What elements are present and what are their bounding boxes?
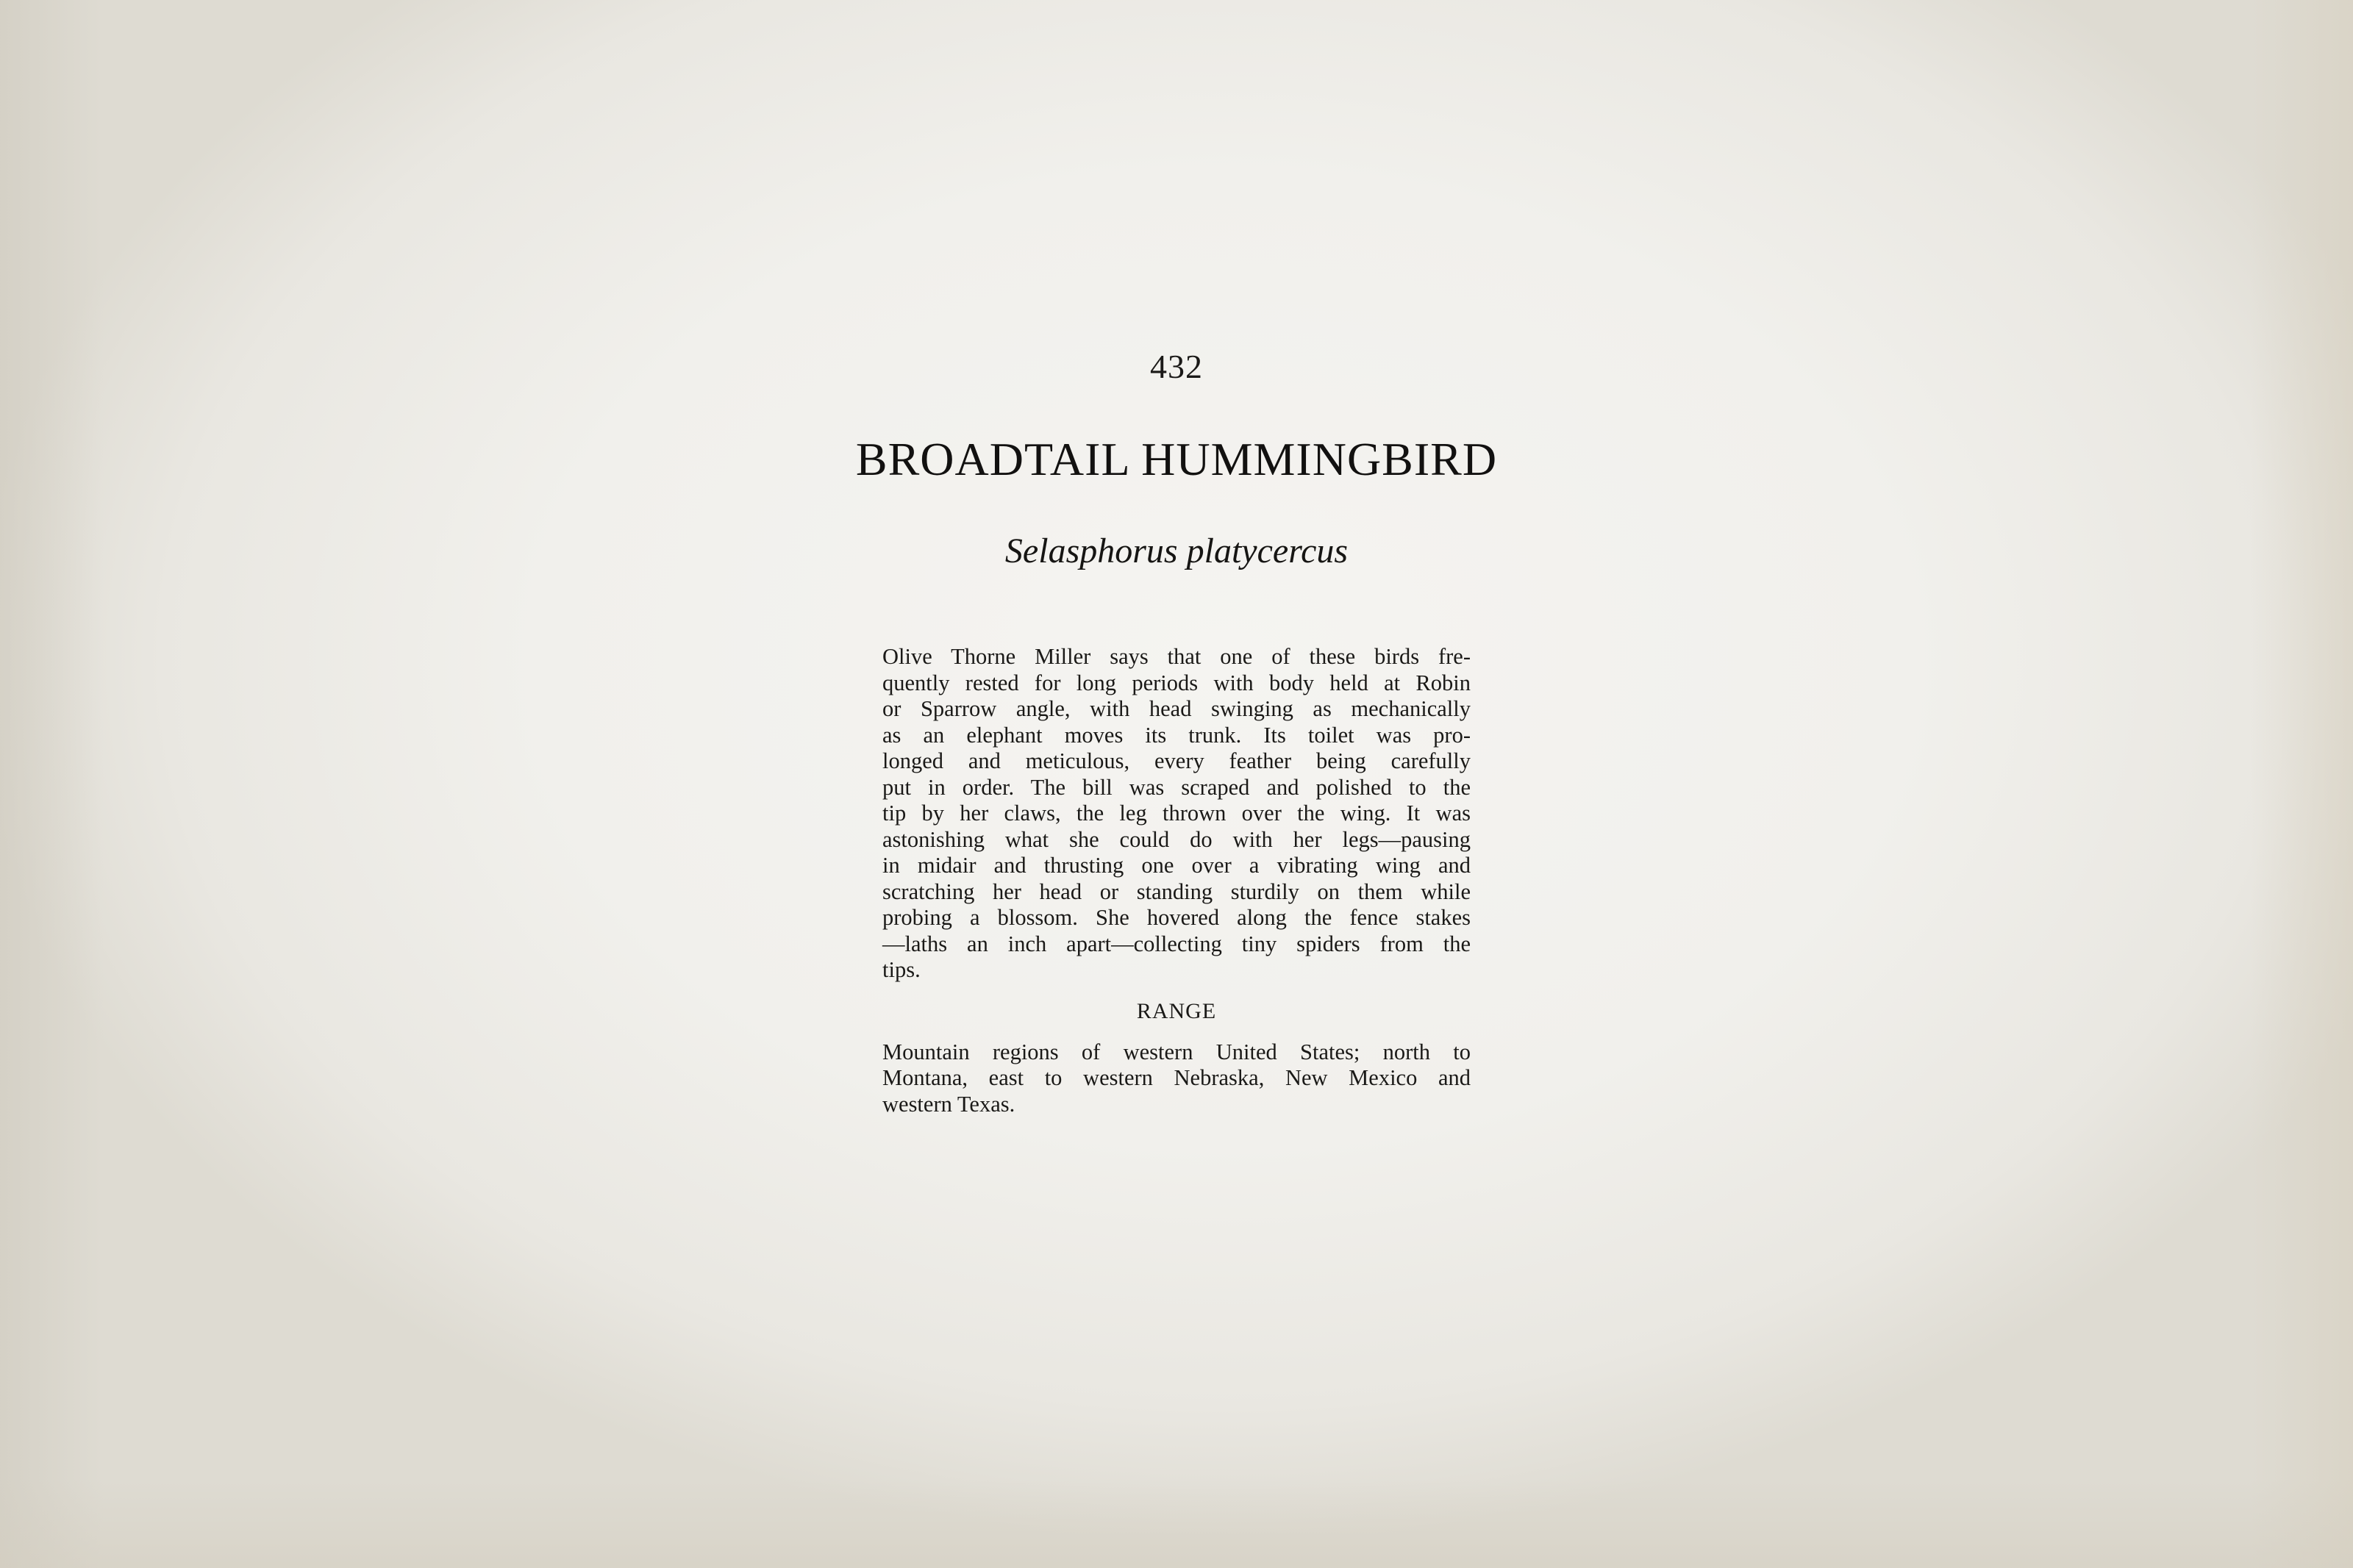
page-edge-shadow-bottom — [0, 1480, 2353, 1568]
range-heading: RANGE — [1136, 998, 1217, 1023]
description-line: Olive Thorne Miller says that one of these birds fre- — [882, 644, 1471, 669]
scientific-name: Selasphorus platycercus — [1004, 531, 1349, 570]
description-line: probing a blossom. She hovered along the fence stakes — [882, 905, 1471, 930]
page-edge-shadow-left — [0, 0, 103, 1568]
description-line: put in order. The bill was scraped and polished to the — [882, 774, 1471, 800]
description-line: astonishing what she could do with her legs—pausing — [882, 826, 1471, 852]
article-body — [882, 644, 1471, 1117]
description-line: longed and meticulous, every feather being carefully — [882, 748, 1471, 773]
description-line: in midair and thrusting one over a vibrating wing and — [882, 853, 1471, 878]
page-number: 432 — [1150, 348, 1203, 385]
range-line: western Texas. — [882, 1091, 1015, 1117]
species-title: BROADTAIL HUMMINGBIRD — [855, 433, 1498, 485]
description-line: —laths an inch apart—collecting tiny spiders from the — [882, 931, 1471, 956]
description-line: scratching her head or standing sturdily on them while — [882, 878, 1471, 904]
page-edge-shadow-right — [2250, 0, 2353, 1568]
description-line: quently rested for long periods with body held at Robin — [882, 670, 1471, 695]
description-paragraph — [882, 644, 1471, 984]
range-paragraph — [882, 1039, 1471, 1118]
description-line: tips. — [882, 957, 921, 982]
range-line: Mountain regions of western United States; north to — [882, 1039, 1471, 1064]
range-line: Montana, east to western Nebraska, New Mexico and — [882, 1065, 1471, 1090]
description-line: as an elephant moves its trunk. Its toilet was pro- — [882, 722, 1471, 748]
description-line: tip by her claws, the leg thrown over the wing. It was — [882, 801, 1471, 826]
description-line: or Sparrow angle, with head swinging as mechanically — [882, 696, 1471, 721]
